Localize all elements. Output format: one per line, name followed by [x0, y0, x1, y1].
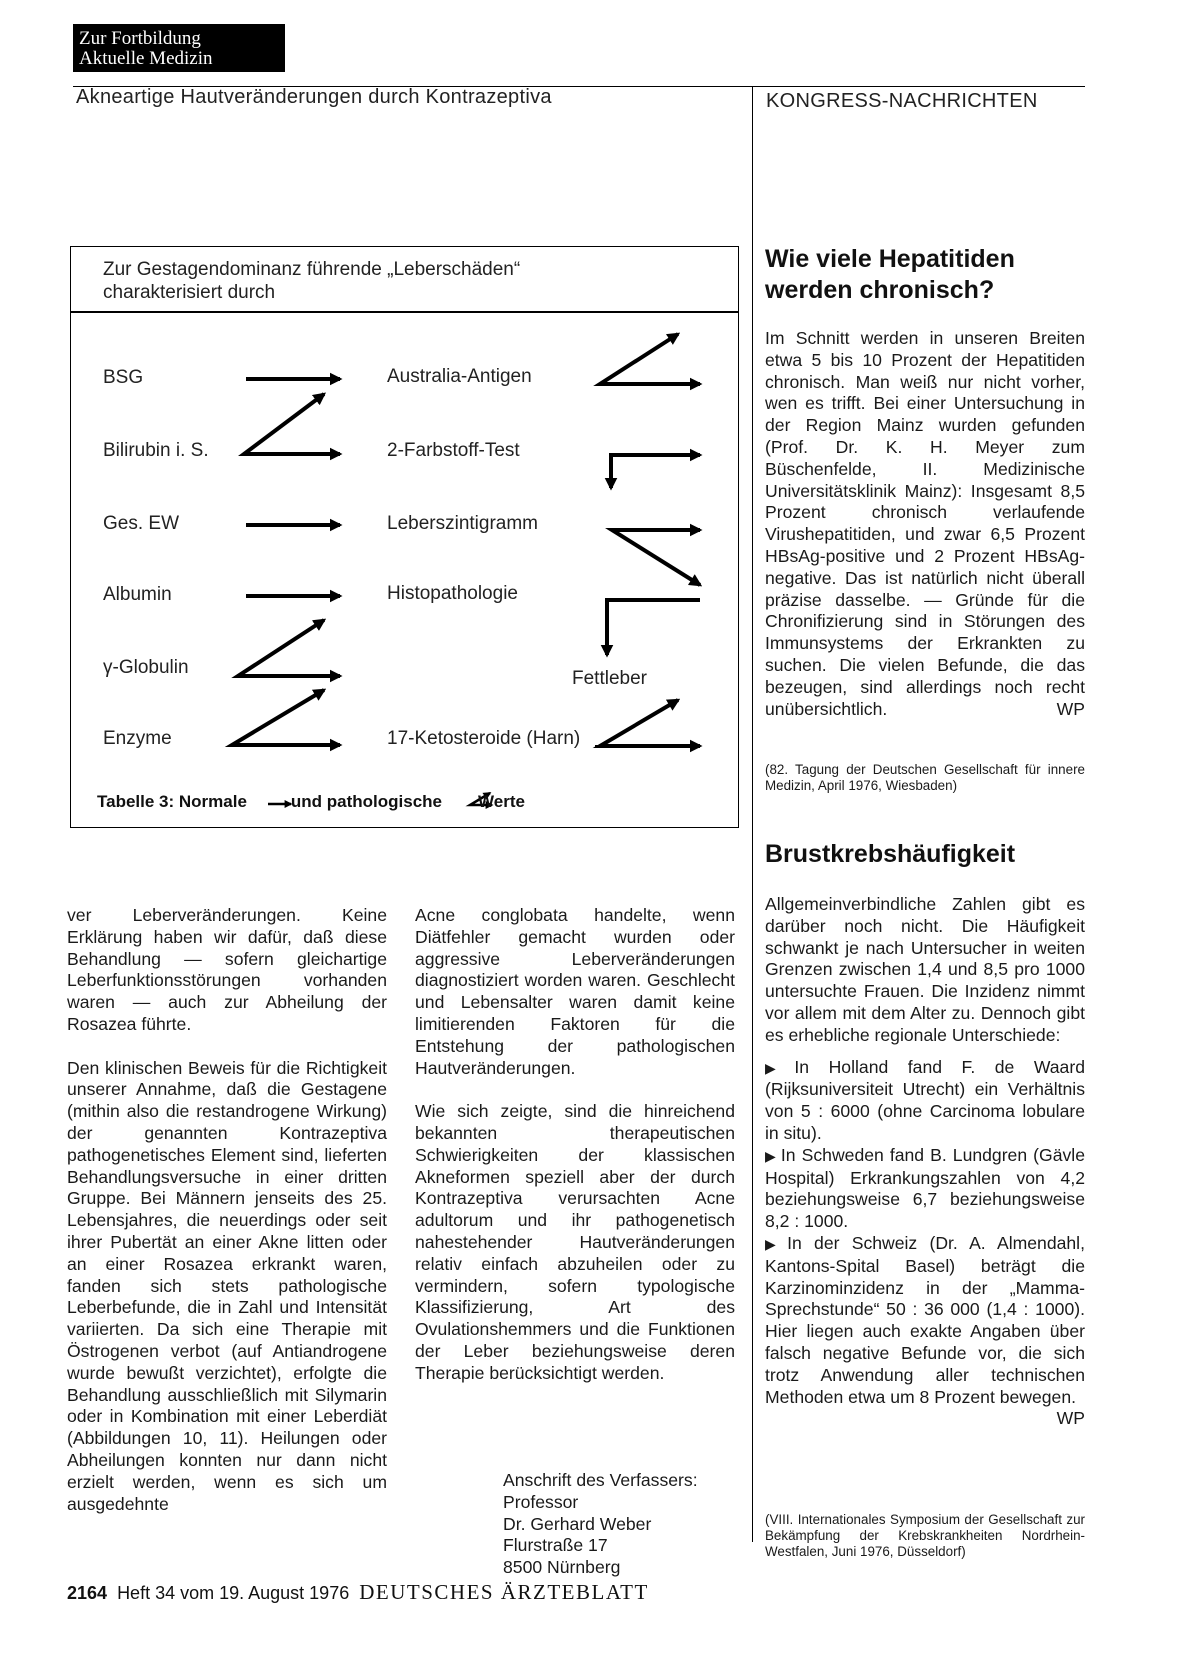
- news1-signature: WP: [1056, 698, 1085, 719]
- article-paragraph: Wie sich zeigte, sind die hinreichend bekannten therapeutischen Schwierigkeiten der klassischen Akneformen speziell aber der durch Kontrazeptiva verursachten Acne adultorum und ihr pathogenetisch nahestehender Hautveränderungen relativ einfach abzuheilen oder zu vermindern, sofern typologische Klassifizierung, Art des Ovulationshemmers und die Funktionen der Leber beziehungsweise deren Therapie berücksichtigt werden.: [415, 1101, 735, 1383]
- table-right-label: 2-Farbstoff-Test: [387, 440, 520, 461]
- caption-middle: und pathologische: [290, 792, 443, 811]
- table-left-label: Bilirubin i. S.: [103, 440, 209, 461]
- news-section-title: KONGRESS-NACHRICHTEN: [766, 90, 1038, 112]
- address-line: Dr. Gerhard Weber: [503, 1513, 652, 1534]
- publication-name: DEUTSCHES ÄRZTEBLATT: [359, 1580, 649, 1604]
- triangle-bullet-icon: ▶: [765, 1147, 777, 1164]
- table-right-label: Leberszintigramm: [387, 513, 538, 534]
- article-running-title: Akneartige Hautveränderungen durch Kontrazeptiva: [76, 86, 552, 108]
- news2-item: ▶ In der Schweiz (Dr. A. Almendahl, Kantons-Spital Basel) beträgt die Karzinominzidenz in der „Mamma-Sprechstunde“ 50 : 36 000 (1,4 : 1000). Hier liegen auch exakte Angaben über falsch negative Befunde vor, die sich trotz Anwendung aller technischen Methoden etwa um 8 Prozent bewegen. WP: [765, 1232, 1085, 1429]
- article-paragraph: ver Leberveränderungen. Keine Erklärung haben wir dafür, daß diese Behandlung — sofern gleichartige Leberfunktionsstörungen vorhanden waren — auch zur Abheilung der Rosazea führte.: [67, 905, 387, 1034]
- address-line: Flurstraße 17: [503, 1535, 608, 1556]
- news2-reference: (VIII. Internationales Symposium der Gesellschaft zur Bekämpfung der Krebskrankheiten Nordrhein-Westfalen, Juni 1976, Düsseldorf): [765, 1512, 1085, 1559]
- news2-headline: Brustkrebshäufigkeit: [765, 840, 1016, 868]
- author-address: [503, 1470, 743, 1579]
- article-paragraph: Den klinischen Beweis für die Richtigkeit unserer Annahme, daß die Gestagene (mithin also die restandrogene Wirkung) der genannten Kontrazeptiva pathogenetisches Element sind, lieferten Behandlungsversuche in einer dritten Gruppe. Bei Männern jenseits des 25. Lebensjahres, die neuerdings oder seit ihrer Pubertät an einer Akne litten oder an einer Rosazea erkrankt waren, fanden sich stets pathologische Leberbefunde, die in Zahl und Intensität variierten. Da sich eine Therapie mit Östrogenen verbot (auf Antiandrogene wurde bewußt verzichtet), erfolgte die Behandlung ausschließlich mit Silymarin oder in Kombination mit einer Leberdiät (Abbildungen 10, 11). Heilungen oder Abheilungen konnten nur dann nicht erzielt werden, wenn es sich um ausgedehnte: [67, 1057, 387, 1514]
- pathological-arrow: [611, 455, 700, 488]
- table-left-label: γ-Globulin: [103, 657, 189, 678]
- issue-info: Heft 34 vom 19. August 1976: [117, 1583, 350, 1603]
- page-number: 2164: [67, 1583, 108, 1603]
- address-line: Professor: [503, 1491, 579, 1512]
- table-right-label: 17-Ketosteroide (Harn): [387, 728, 581, 749]
- caption-suffix: Werte: [478, 792, 525, 811]
- section-label-line1: Zur Fortbildung: [79, 28, 201, 49]
- pathological-arrow: [600, 700, 700, 746]
- section-label-line2: Aktuelle Medizin: [79, 48, 213, 69]
- address-line: Anschrift des Verfassers:: [503, 1470, 698, 1490]
- table-left-label: Ges. EW: [103, 513, 180, 534]
- page-footer: [67, 1580, 649, 1605]
- triangle-bullet-icon: ▶: [765, 1235, 784, 1252]
- table-left-label: Enzyme: [103, 728, 172, 749]
- news2-body: [765, 894, 1085, 1430]
- article-column-1: [67, 905, 387, 1515]
- news1-reference: (82. Tagung der Deutschen Gesellschaft für innere Medizin, April 1976, Wiesbaden): [765, 762, 1085, 793]
- news2-item: ▶ In Holland fand F. de Waard (Rijksuniversiteit Utrecht) ein Verhältnis von 5 : 6000 (ohne Carcinoma lobulare in situ).: [765, 1056, 1085, 1143]
- news1-headline-line1: Wie viele Hepatitiden: [765, 245, 1015, 273]
- news1-headline: [765, 244, 1085, 306]
- table-caption: [97, 792, 525, 812]
- pathological-arrow: [600, 334, 700, 384]
- table-title-line2: charakterisiert durch: [103, 282, 276, 303]
- article-paragraph: Acne conglobata handelte, wenn Diätfehler gemacht wurden oder aggressive Leberveränderungen diagnostiziert worden waren. Geschlecht und Lebensalter waren damit keine limitierenden Faktoren für die Entstehung der pathologischen Hautveränderungen.: [415, 905, 735, 1078]
- table-title-line1: Zur Gestagendominanz führende „Leberschäden“: [103, 259, 521, 280]
- news2-intro: Allgemeinverbindliche Zahlen gibt es darüber noch nicht. Die Häufigkeit schwankt je nach Untersucher in weiten Grenzen zwischen 1,4 und 8,5 pro 1000 untersuchte Frauen. Die Inzidenz nimmt vor allem mit dem Alter zu. Dennoch gibt es erhebliche regionale Unterschiede:: [765, 894, 1085, 1045]
- table-right-label: Fettleber: [572, 668, 647, 689]
- news1-headline-line2: werden chronisch?: [765, 276, 995, 304]
- pathological-arrow: [232, 690, 340, 745]
- address-line: 8500 Nürnberg: [503, 1557, 621, 1578]
- table-right-label: Histopathologie: [387, 583, 518, 604]
- table-left-label: BSG: [103, 367, 144, 388]
- pathological-arrow: [238, 620, 340, 676]
- news2-item: ▶ In Schweden fand B. Lundgren (Gävle Hospital) Erkrankungszahlen von 4,2 beziehungsweise 6,7 beziehungsweise 8,2 : 1000.: [765, 1144, 1085, 1232]
- table-right-label: Australia-Antigen: [387, 366, 532, 387]
- pathological-arrow: [607, 600, 700, 655]
- article-column-2: [415, 905, 735, 1385]
- caption-prefix: Tabelle 3: Normale: [97, 792, 247, 811]
- triangle-bullet-icon: ▶: [765, 1059, 791, 1076]
- pathological-arrow: [612, 530, 700, 585]
- news1-body: [765, 328, 1085, 720]
- table-left-label: Albumin: [103, 584, 172, 605]
- news2-signature: WP: [1056, 1408, 1085, 1429]
- pathological-arrow: [244, 394, 340, 454]
- news1-text: Im Schnitt werden in unseren Breiten etwa 5 bis 10 Prozent der Hepatitiden chronisch. Man weiß nur nicht vorher, wen es trifft. Bei einer Untersuchung in der Region Mainz wurden gefunden (Prof. Dr. K. H. Meyer zum Büschenfelde, II. Medizinische Universitätsklinik Mainz): Insgesamt 8,5 Prozent chronisch verlaufende Virushepatitiden, und zwar 6,5 Prozent HBsAg-positive und 2 Prozent HBsAg-negative. Das ist natürlich nicht überall präzise dasselbe. — Gründe für die Chronifizierung sind in Störungen des Immunsystems der Erkrankten zu suchen. Die vielen Befunde, die das bezeugen, sind allerdings noch recht unübersichtlich.: [765, 328, 1085, 719]
